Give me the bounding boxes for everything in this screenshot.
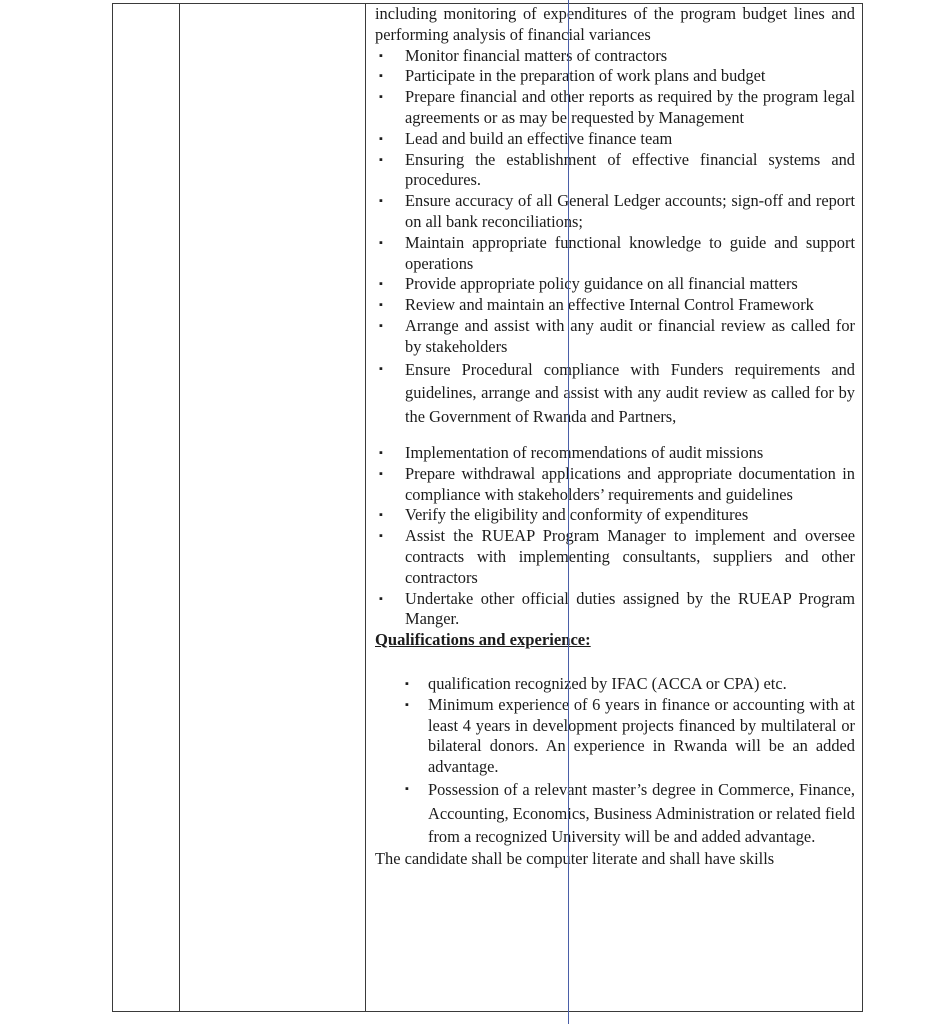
list-item: ▪ Maintain appropriate functional knowledge to guide and support operations	[375, 233, 855, 275]
list-item: ▪ Assist the RUEAP Program Manager to implement and oversee contracts with implementing consultants, suppliers and other contractors	[375, 526, 855, 588]
bullet-icon: ▪	[405, 678, 409, 691]
bullet-icon: ▪	[379, 236, 383, 249]
bullet-icon: ▪	[379, 49, 383, 62]
closing-paragraph: The candidate shall be computer literate and shall have skills	[375, 848, 775, 868]
bullet-icon: ▪	[405, 698, 409, 711]
list-item: ▪ Prepare withdrawal applications and appropriate documentation in compliance with stakeholders’ requirements and guidelines	[375, 464, 855, 506]
list-item: ▪ Provide appropriate policy guidance on all financial matters	[375, 274, 855, 295]
blank-line	[375, 428, 855, 443]
column-divider-1	[179, 4, 180, 1011]
list-item: ▪ qualification recognized by IFAC (ACCA or CPA) etc.	[401, 674, 855, 695]
bullet-icon: ▪	[379, 592, 383, 605]
list-item: ▪ Monitor financial matters of contractors	[375, 46, 855, 67]
bullet-icon: ▪	[379, 362, 383, 375]
list-item: ▪ Implementation of recommendations of audit missions	[375, 443, 855, 464]
qualifications-heading: Qualifications and experience:	[375, 630, 591, 650]
responsibilities-list	[375, 46, 855, 428]
list-item: ▪ Verify the eligibility and conformity of expenditures	[375, 505, 855, 526]
bullet-icon: ▪	[405, 783, 409, 795]
bullet-icon: ▪	[379, 278, 383, 291]
bullet-icon: ▪	[379, 319, 383, 332]
bullet-icon: ▪	[379, 70, 383, 83]
bullet-icon: ▪	[379, 467, 383, 480]
bullet-icon: ▪	[379, 530, 383, 543]
bullet-icon: ▪	[379, 153, 383, 166]
qualifications-list	[401, 674, 855, 848]
document-table	[112, 3, 863, 1012]
bullet-icon: ▪	[379, 509, 383, 522]
list-item: ▪ Undertake other official duties assigned by the RUEAP Program Manger.	[375, 589, 855, 631]
list-item: ▪ Lead and build an effective finance team	[375, 129, 855, 150]
bullet-icon: ▪	[379, 132, 383, 145]
column-divider-2	[365, 4, 366, 1011]
bullet-icon: ▪	[379, 299, 383, 312]
bullet-icon: ▪	[379, 91, 383, 104]
bullet-icon: ▪	[379, 195, 383, 208]
list-item: ▪ Arrange and assist with any audit or financial review as called for by stakeholders	[375, 316, 855, 358]
description-cell	[375, 4, 855, 869]
list-item: ▪ Minimum experience of 6 years in finance or accounting with at least 4 years in development projects financed by multilateral or bilateral donors. An experience in Rwanda will be an added advantage.	[401, 695, 855, 778]
scan-artifact-line	[568, 0, 569, 1024]
list-item: ▪ Ensure accuracy of all General Ledger accounts; sign-off and report on all bank reconciliations;	[375, 191, 855, 233]
list-item: ▪ Review and maintain an effective Internal Control Framework	[375, 295, 855, 316]
responsibility-continued: including monitoring of expenditures of the program budget lines and performing analysis of financial variances	[375, 4, 855, 44]
list-item: ▪ Ensuring the establishment of effective financial systems and procedures.	[375, 150, 855, 192]
list-item: ▪ Ensure Procedural compliance with Funders requirements and guidelines, arrange and assist with any audit review as called for by the Government of Rwanda and Partners,	[375, 358, 855, 429]
bullet-icon: ▪	[379, 447, 383, 460]
list-item: ▪ Possession of a relevant master’s degree in Commerce, Finance, Accounting, Economics, Business Administration or related field from a recognized University will be and added advantage.	[401, 778, 855, 849]
list-item: ▪ Prepare financial and other reports as required by the program legal agreements or as may be requested by Management	[375, 87, 855, 129]
responsibilities-list-continued	[375, 443, 855, 630]
list-item: ▪ Participate in the preparation of work plans and budget	[375, 66, 855, 87]
